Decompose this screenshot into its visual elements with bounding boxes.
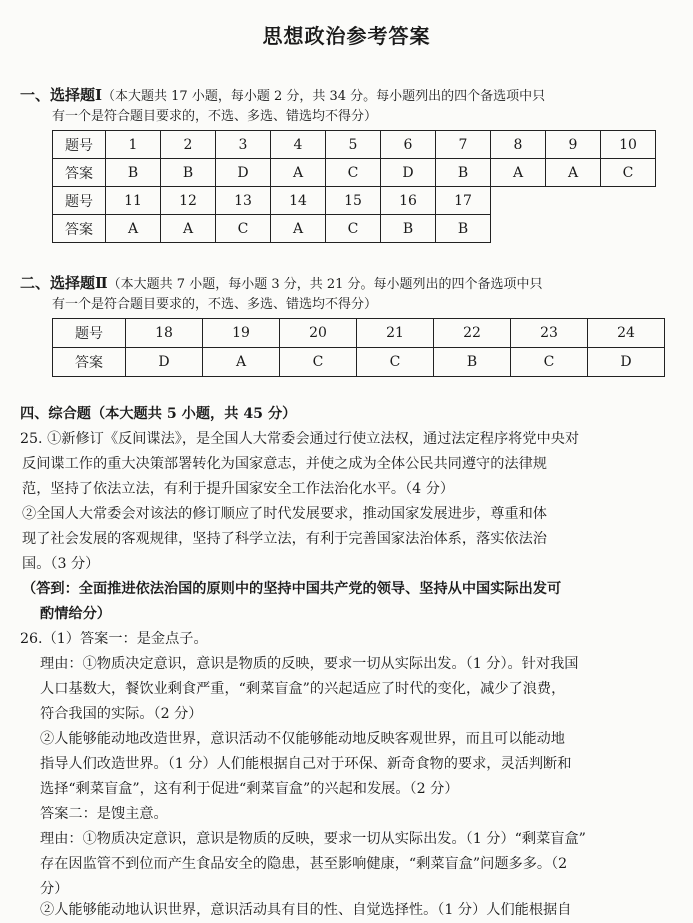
cell-num: 7 [436, 131, 491, 159]
cell-num: 14 [271, 187, 326, 215]
cell-num: 8 [491, 131, 546, 159]
cell-num: 9 [546, 131, 601, 159]
cell-num: 11 [106, 187, 161, 215]
q25-note: （答到：全面推进依法治国的原则中的坚持中国共产党的领导、坚持从中国实际出发可 [22, 581, 562, 597]
section1-rule-cont: 有一个是符合题目要求的，不选、多选、错选均不得分） [52, 109, 378, 124]
cell-num: 1 [106, 131, 161, 159]
q26-line: ②人能够能动地改造世界，意识活动不仅能够能动地反映客观世界，而且可以能动地 [40, 731, 565, 747]
cell-num: 6 [381, 131, 436, 159]
q25-note: 酌情给分） [40, 606, 111, 622]
label-no: 题号 [53, 131, 106, 159]
q25-line: 范，坚持了依法立法，有利于提升国家安全工作法治化水平。（4 分） [22, 481, 455, 497]
cell-ans: C [280, 348, 357, 377]
cell-num: 21 [357, 319, 434, 348]
section2-heading [20, 272, 543, 296]
q26-line: 分） [40, 881, 69, 897]
cell-num: 16 [381, 187, 436, 215]
cell-num: 20 [280, 319, 357, 348]
label-no: 题号 [53, 319, 126, 348]
cell-num: 2 [161, 131, 216, 159]
q26-line: 选择“剩菜盲盒”，这有利于促进“剩菜盲盒”的兴起和发展。（2 分） [40, 781, 459, 797]
cell-ans: A [271, 159, 326, 187]
cell-ans: C [326, 215, 381, 243]
q26-line: 理由：①物质决定意识，意识是物质的反映，要求一切从实际出发。（1 分）。针对我国 [40, 656, 579, 672]
cell-ans: A [546, 159, 601, 187]
section1-table-row2 [52, 186, 491, 243]
cell-num: 15 [326, 187, 381, 215]
cell-ans: B [106, 159, 161, 187]
cell-num: 4 [271, 131, 326, 159]
cell-ans: C [326, 159, 381, 187]
label-ans: 答案 [53, 159, 106, 187]
section1-heading [20, 84, 545, 108]
cell-ans: B [436, 215, 491, 243]
cell-num: 23 [511, 319, 588, 348]
label-ans: 答案 [53, 348, 126, 377]
cell-num: 13 [216, 187, 271, 215]
section1-table-row1 [52, 130, 656, 187]
q26-line: 26.（1）答案一：是金点子。 [20, 631, 208, 647]
q25-line: 反间谍工作的重大决策部署转化为国家意志，并使之成为全体公民共同遵守的法律规 [22, 456, 547, 472]
cell-num: 17 [436, 187, 491, 215]
cell-num: 3 [216, 131, 271, 159]
q25-line: 25. ①新修订《反间谍法》，是全国人大常委会通过行使立法权，通过法定程序将党中央对 [20, 431, 580, 447]
cell-num: 10 [601, 131, 656, 159]
q26-line: 符合我国的实际。（2 分） [40, 706, 203, 722]
label-no: 题号 [53, 187, 106, 215]
cell-ans: B [381, 215, 436, 243]
cell-num: 12 [161, 187, 216, 215]
cell-ans: B [434, 348, 511, 377]
section2-title: 二、选择题Ⅱ [20, 274, 108, 292]
cell-num: 22 [434, 319, 511, 348]
cell-ans: A [271, 215, 326, 243]
q26-line: 答案二：是馊主意。 [40, 806, 168, 822]
q26-line: 人口基数大，餐饮业剩食严重，“剩菜盲盒”的兴起适应了时代的变化，减少了浪费， [40, 681, 566, 697]
q26-line: 指导人们改造世界。（1 分）人们能根据自己对于环保、新奇食物的要求，灵活判断和 [40, 756, 572, 772]
cell-ans: A [491, 159, 546, 187]
cell-num: 18 [126, 319, 203, 348]
q25-line: ②全国人大常委会对该法的修订顺应了时代发展要求，推动国家发展进步，尊重和体 [22, 506, 547, 522]
cell-ans: A [203, 348, 280, 377]
cell-ans: D [381, 159, 436, 187]
cell-ans: A [161, 215, 216, 243]
cell-ans: D [216, 159, 271, 187]
cell-ans: D [588, 348, 665, 377]
cell-ans: A [106, 215, 161, 243]
section2-rule: （本大题共 7 小题，每小题 3 分，共 21 分。每小题列出的四个备选项中只 [107, 277, 543, 292]
cell-ans: C [216, 215, 271, 243]
section2-rule-cont: 有一个是符合题目要求的，不选、多选、错选均不得分） [52, 297, 378, 312]
cell-num: 19 [203, 319, 280, 348]
q25-line: 国。（3 分） [22, 556, 100, 572]
cell-ans: D [126, 348, 203, 377]
section1-rule: （本大题共 17 小题，每小题 2 分，共 34 分。每小题列出的四个备选项中只 [102, 89, 546, 104]
section1-title: 一、选择题Ⅰ [20, 86, 103, 104]
section4-heading: 四、综合题（本大题共 5 小题，共 45 分） [20, 406, 297, 422]
cell-num: 5 [326, 131, 381, 159]
q26-line: 存在因监管不到位而产生食品安全的隐患，甚至影响健康，“剩菜盲盒”问题多多。（2 [40, 856, 568, 872]
page-title: 思想政治参考答案 [262, 24, 431, 48]
q25-line: 现了社会发展的客观规律，坚持了科学立法，有利于完善国家法治体系，落实依法治 [22, 531, 547, 547]
label-ans: 答案 [53, 215, 106, 243]
cell-num: 24 [588, 319, 665, 348]
cell-ans: C [511, 348, 588, 377]
cell-ans: B [436, 159, 491, 187]
section2-table [52, 318, 665, 377]
cell-ans: C [601, 159, 656, 187]
cell-ans: B [161, 159, 216, 187]
q26-line: 理由：①物质决定意识，意识是物质的反映，要求一切从实际出发。（1 分）“剩菜盲盒” [40, 831, 586, 847]
cell-ans: C [357, 348, 434, 377]
q26-line: ②人能够能动地认识世界，意识活动具有目的性、自觉选择性。（1 分）人们能根据自 [40, 902, 572, 918]
